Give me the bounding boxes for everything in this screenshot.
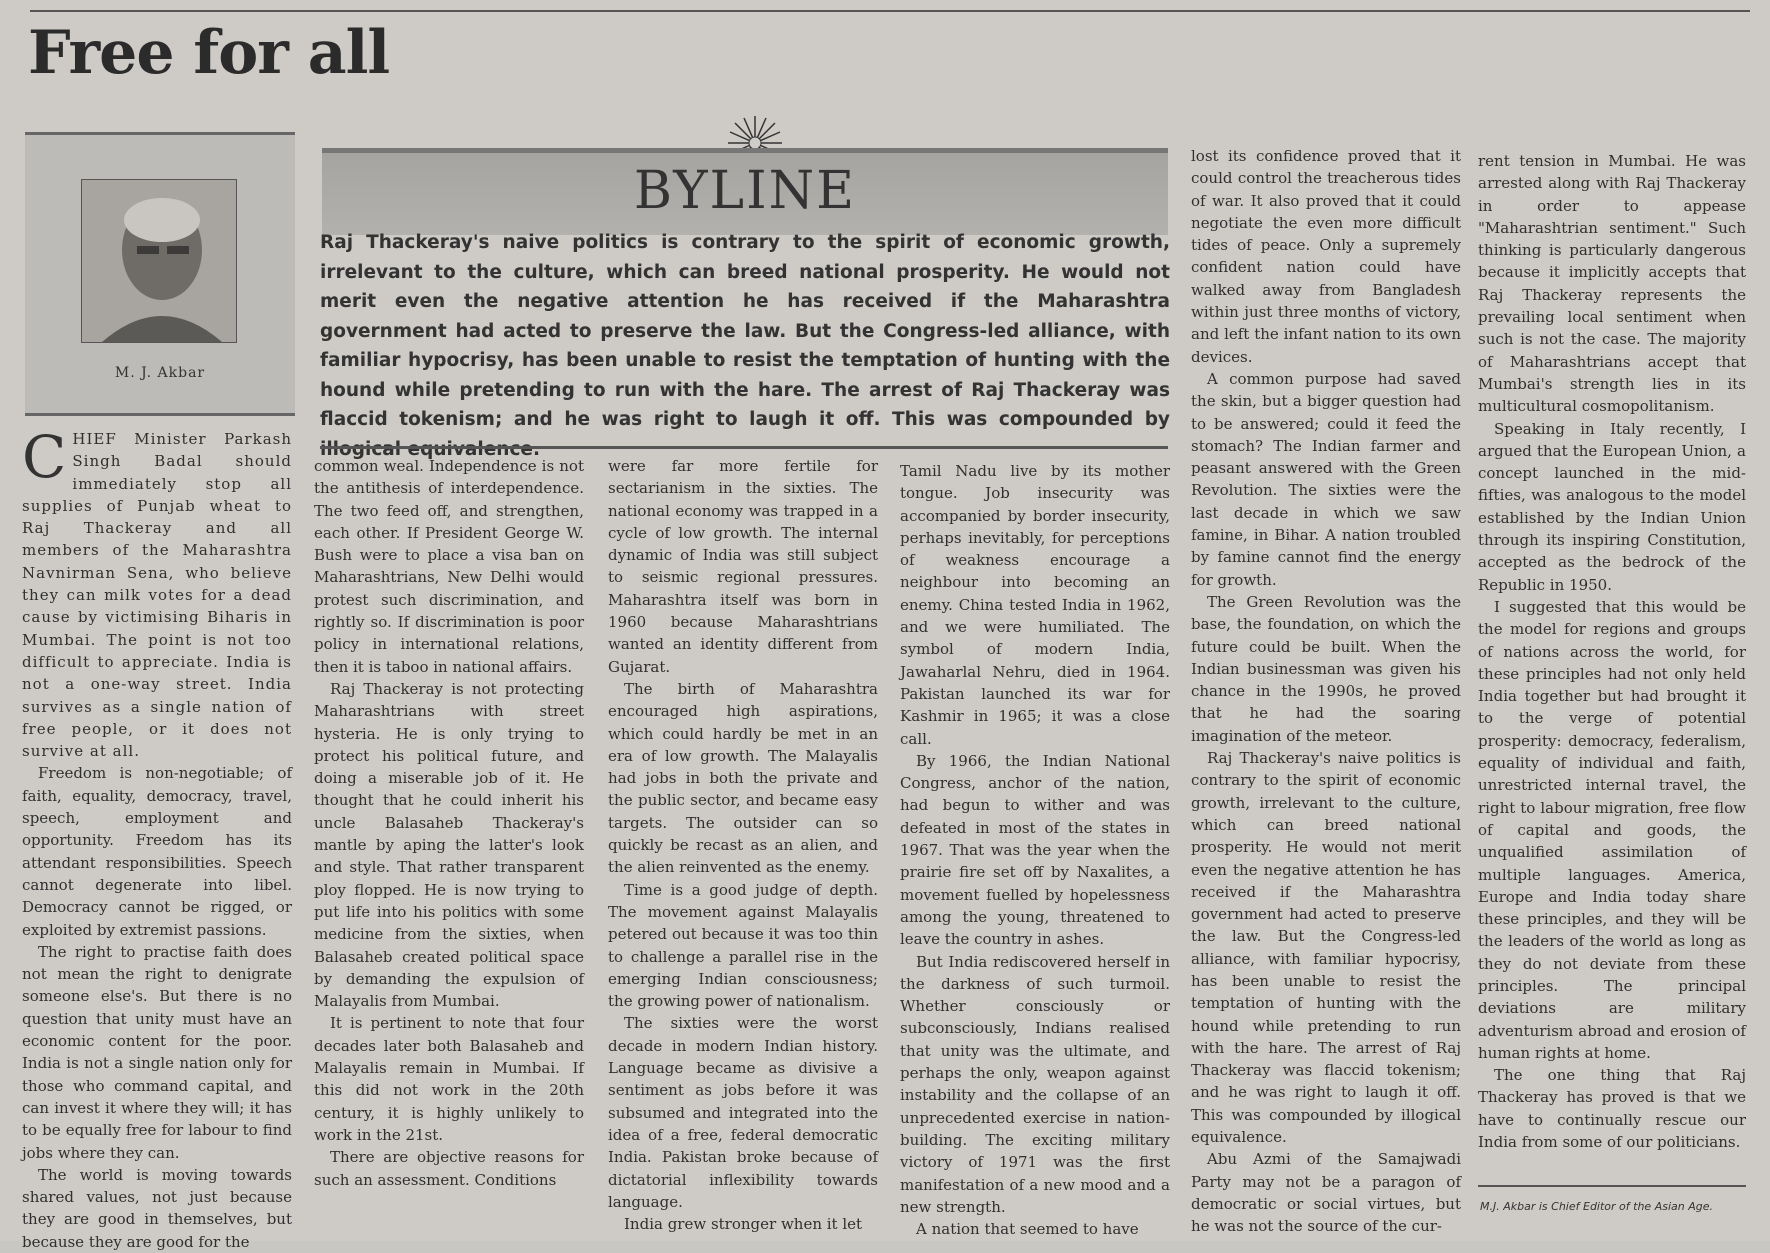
paragraph: A common purpose had saved the skin, but a bigger question had to be answered; could it feed the stomach? The Indian farmer and peasant answered with the Green Revolution. The sixties were the last decade in which we saw famine, in Bihar. A nation troubled by famine cannot find the energy for growth. — [1191, 369, 1461, 589]
column-5 — [1191, 145, 1461, 1238]
byline-banner — [322, 148, 1168, 235]
paragraph: lost its confidence proved that it could control the treacherous tides of war. It also proved that it could negotiate the even more difficult tides of peace. Only a supremely confident nation could have walked away from Bangladesh within just three months of victory, and left the infant nation to its own devices. — [1191, 147, 1461, 366]
lead-text: HIEF Minister Parkash Singh Badal should immediately stop all supplies of Punjab wheat to Raj Thackeray and all members of the Maharashtra Navnirman Sena, who believe they can milk votes for a dead cause by victimising Biharis in Mumbai. The point is not too difficult to appreciate. India is not a one-way street. India survives as a single nation of free people, or it does not survive at all. — [22, 430, 292, 761]
paragraph: The right to practise faith does not mean the right to denigrate someone else's. But there is no question that unity must have an economic content for the poor. India is not a single nation only for those who command capital, and can invest it where they will; it has to be equally free for labour to find jobs where they can. — [22, 942, 292, 1162]
paragraph: Time is a good judge of depth. The movement against Malayalis petered out because it was too thin to challenge a parallel rise in the emerging Indian consciousness; the growing power of nationalism. — [608, 880, 878, 1011]
paragraph: A nation that seemed to have — [916, 1220, 1139, 1239]
column-6 — [1478, 150, 1746, 1153]
author-box — [25, 132, 295, 416]
drop-cap: C — [22, 423, 67, 491]
author-credit: M.J. Akbar is Chief Editor of the Asian Age. — [1480, 1200, 1713, 1213]
paragraph: The one thing that Raj Thackeray has proved is that we have to continually rescue our India from some of our politicians. — [1478, 1066, 1746, 1152]
byline-label: BYLINE — [633, 161, 857, 221]
paragraph: common weal. Independence is not the antithesis of interdependence. The two feed off, and strengthen, each other. If President George W. Bush were to place a visa ban on Maharashtrians, New Delhi would protest such discrimination, and rightly so. If discrimination is poor policy in international relations, then it is taboo in national affairs. — [314, 457, 584, 676]
paragraph: Tamil Nadu live by its mother tongue. Job insecurity was accompanied by border insecurity, perhaps inevitably, for perceptions of weakness encourage a neighbour into becoming an enemy. China tested India in 1962, and we were humiliated. The symbol of modern India, Jawaharlal Nehru, died in 1964. Pakistan launched its war for Kashmir in 1965; it was a close call. — [900, 462, 1170, 748]
paragraph: The Green Revolution was the base, the foundation, on which the future could be built. When the Indian businessman was given his chance in the 1990s, he proved that he had the soaring imagination of the meteor. — [1191, 592, 1461, 745]
column-1 — [22, 423, 292, 1253]
credit-rule — [1478, 1185, 1746, 1187]
column-2 — [314, 455, 584, 1191]
author-name: M. J. Akbar — [114, 365, 206, 381]
paragraph: Abu Azmi of the Samajwadi Party may not be a paragon of democratic or social virtues, but he was not the source of the cur- — [1191, 1150, 1461, 1236]
paragraph: The sixties were the worst decade in modern Indian history. Language became as divisive a sentiment as jobs before it was subsumed and integrated into the idea of a free, federal democratic India. Pakistan broke because of dictatorial inflexibility towards language. — [608, 1014, 878, 1211]
author-photo — [81, 179, 237, 343]
paragraph: There are objective reasons for such an assessment. Conditions — [314, 1148, 584, 1189]
paragraph: By 1966, the Indian National Congress, anchor of the nation, had begun to wither and was defeated in most of the states in 1967. That was the year when the prairie fire set off by Naxalites, a movement fuelled by hopelessness among the young, threatened to leave the country in ashes. — [900, 751, 1170, 949]
paragraph: Freedom is non-negotiable; of faith, equality, democracy, travel, speech, employment and opportunity. Freedom has its attendant responsibilities. Speech cannot degenerate into libel. Democracy cannot be rigged, or exploited by extremist passions. — [22, 764, 292, 939]
paragraph: But India rediscovered herself in the darkness of such turmoil. Whether consciously or subconsciously, Indians realised that unity was the ultimate, and perhaps the only, weapon against instability and the collapse of an unprecedented exercise in nation-building. The exciting military victory of 1971 was the first manifestation of a new mood and a new strength. — [900, 952, 1170, 1216]
paragraph: It is pertinent to note that four decades later both Balasaheb and Malayalis remain in Mumbai. If this did not work in the 20th century, it is highly unlikely to work in the 21st. — [314, 1014, 584, 1144]
paragraph: The birth of Maharashtra encouraged high aspirations, which could hardly be met in an era of low growth. The Malayalis had jobs in both the private and the public sector, and became easy targets. The outsider can so quickly be recast as an alien, and the alien reinvented as the enemy. — [608, 679, 878, 877]
paragraph: I suggested that this would be the model for regions and groups of nations across the world, for these principles had not only held India together but had brought it to the verge of potential prosperity: democracy, federalism, equality of individual and faith, unrestricted internal travel, the right to labour migration, free flow of capital and goods, the unqualified assimilation of multiple languages. America, Europe and India today share these principles, and they will be the leaders of the world as long as they do not deviate from these principles. The principal deviations are military adventurism abroad and erosion of human rights at home. — [1478, 597, 1746, 1062]
column-3 — [608, 455, 878, 1235]
deck-summary: Raj Thackeray's naive politics is contrary to the spirit of economic growth, irrelevant to the culture, which can breed national prosperity. He would not merit even the negative attention he has received if the Maharashtra government had acted to preserve the law. But the Congress-led alliance, with familiar hypocrisy, has been unable to resist the temptation of hunting with the hound while pretending to run with the hare. The arrest of Raj Thackeray was flaccid tokenism; and he was right to laugh it off. This was compounded by illogical equivalence. — [320, 232, 1170, 460]
paragraph: Raj Thackeray's naive politics is contrary to the spirit of economic growth, irrelevant to the culture, which can breed national prosperity. He would not merit even the negative attention he has received if the Maharashtra government had acted to preserve the law. But the Congress-led alliance, with familiar hypocrisy, has been unable to resist the temptation of hunting with the hound while pretending to run with the hare. The arrest of Raj Thackeray was flaccid tokenism; and he was right to laugh it off. This was compounded by illogical equivalence. — [1191, 749, 1461, 1147]
headline: Free for all — [28, 18, 390, 88]
column-1-lead-paragraph — [22, 423, 292, 762]
paragraph: Speaking in Italy recently, I argued that the European Union, a concept launched in the mid-fifties, was analogous to the model established by the Indian Union through its inspiring Constitution, accepted as the bedrock of the Republic in 1950. — [1478, 419, 1746, 594]
paragraph: rent tension in Mumbai. He was arrested along with Raj Thackeray in order to appease "Maharashtrian sentiment." Such thinking is particularly dangerous because it implicitly accepts that Raj Thackeray represents the prevailing local sentiment when such is not the case. The majority of Maharashtrians accept that Mumbai's strength lies in its multicultural cosmopolitanism. — [1478, 152, 1746, 416]
paragraph: The world is moving towards shared values, not just because they are good in themselves, but because they are good for the — [22, 1165, 292, 1251]
top-rule — [30, 10, 1750, 12]
paragraph: India grew stronger when it let — [624, 1215, 863, 1234]
author-portrait-icon — [82, 180, 236, 342]
paragraph: Raj Thackeray is not protecting Maharashtrians with street hysteria. He is only trying to protect his political future, and doing a miserable job of it. He thought that he could inherit his uncle Balasaheb Thackeray's mantle by aping the latter's look and style. That rather transparent ploy flopped. He is now trying to put life into his politics with some medicine from the sixties, when Balasaheb created political space by demanding the expulsion of Malayalis from Mumbai. — [314, 679, 584, 1011]
paragraph: were far more fertile for sectarianism in the sixties. The national economy was trapped in a cycle of low growth. The internal dynamic of India was still subject to seismic regional pressures. Maharashtra itself was born in 1960 because Maharashtrians wanted an identity different from Gujarat. — [608, 457, 878, 676]
deck-rule — [320, 446, 1168, 449]
column-4 — [900, 460, 1170, 1240]
